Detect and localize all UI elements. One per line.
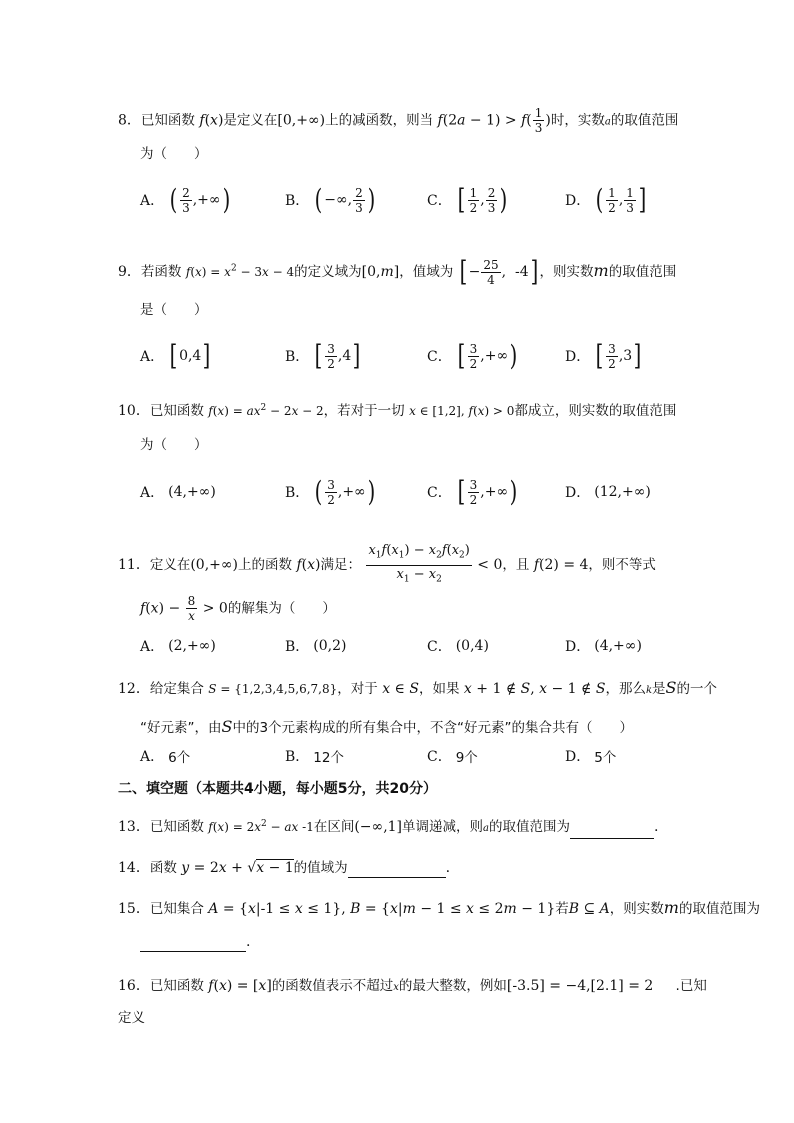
option-a[interactable] bbox=[140, 734, 190, 778]
question-10: 10．已知函数 $f(x) = ax^2 - 2x - 2$，若对于一切 x ∈ [1,2], f(x) > 0都成立，则实数的取值范围 bbox=[118, 403, 677, 419]
text: 已知函数 bbox=[149, 978, 204, 994]
text: 上的函数 bbox=[238, 557, 293, 574]
answer-blank[interactable] bbox=[348, 861, 446, 878]
option-b[interactable]: B． ( −∞, $\frac{2}{3}$ ) bbox=[285, 183, 376, 216]
question-number: 9． bbox=[118, 264, 141, 280]
question-16: 16．已知函数 f(x) = [x]的函数值表示不超过x的最大整数，例如[-3.5] = −4,[2.1] = 2 .已知 bbox=[118, 978, 707, 994]
option-label: D． bbox=[565, 639, 591, 655]
text: 若函数 bbox=[140, 264, 182, 280]
text: 若 bbox=[555, 901, 569, 917]
question-9-cont bbox=[140, 300, 724, 320]
question-11-options bbox=[140, 624, 740, 668]
option-a[interactable]: A． (2,+∞) bbox=[140, 638, 216, 655]
text: 的取值范围 bbox=[610, 112, 679, 129]
option-d[interactable]: D． ( $\frac{1}{2}$ , $\frac{1}{3}$ ] bbox=[565, 183, 647, 216]
option-label: B． bbox=[285, 639, 310, 655]
answer-blank[interactable] bbox=[140, 935, 246, 952]
text: 的定义域为 bbox=[294, 264, 362, 280]
option-d[interactable] bbox=[565, 734, 616, 778]
option-label: B． bbox=[285, 349, 310, 365]
text: 为（ ） bbox=[140, 146, 208, 162]
option-c[interactable]: C． (0,4) bbox=[427, 638, 489, 655]
option-label: C． bbox=[427, 485, 452, 501]
option-a[interactable]: A． ( $\frac{2}{3}$ ,+∞ ) bbox=[140, 183, 230, 216]
option-label: C． bbox=[427, 349, 452, 365]
question-8-options bbox=[140, 178, 740, 222]
answer-blank[interactable] bbox=[570, 822, 654, 839]
question-12: 12．给定集合 S = {1,2,3,4,5,6,7,8}，对于 x ∈ S，如果 x + 1 ∉ S, x − 1 ∉ S，那么k是S的一个 bbox=[118, 678, 717, 697]
text: .已知 bbox=[675, 978, 707, 994]
section-title: 二、填空题（本题共4小题，每小题5分，共20分） bbox=[118, 781, 437, 797]
question-12-options bbox=[140, 734, 740, 778]
option-b[interactable]: B． [ $\frac{3}{2}$ ,4 ] bbox=[285, 339, 361, 372]
question-9: 9．若函数 $f(x) = x^2 - 3x - 4$的定义域为[0,m]，值域为 [ − $\frac{25}{4}$ , -4] ，则实数m的取值范围 bbox=[118, 255, 677, 288]
question-11-cont: f(x) − $\frac{8}{x}$ > 0的解集为（ ） bbox=[140, 594, 336, 623]
text: 的取值范围 bbox=[608, 264, 677, 280]
fraction: $\frac{x_1f(x_1) - x_2f(x_2)}{x_1 - x_2}$ bbox=[368, 543, 470, 585]
question-11: 11．定义在(0,+∞)上的函数 f(x)满足： $\frac{x_1f(x_1) - x_2f(x_2)}{x_1 - x_2}$ < 0，且 f(2) = 4，则不等式 bbox=[118, 542, 724, 588]
text: ，那么 bbox=[605, 681, 646, 697]
question-number: 14． bbox=[118, 860, 150, 876]
option-a[interactable]: A． (4,+∞) bbox=[140, 484, 216, 501]
option-a[interactable]: A． [ 0,4 ] bbox=[140, 339, 211, 372]
question-8-cont bbox=[140, 144, 724, 164]
option-label: D． bbox=[565, 485, 591, 501]
option-label: C． bbox=[427, 749, 452, 765]
option-text: 12个 bbox=[313, 750, 344, 766]
text: ，若对于一切 bbox=[323, 403, 405, 419]
option-b[interactable] bbox=[285, 734, 344, 778]
text: 的值域为 bbox=[293, 860, 348, 876]
option-label: B． bbox=[285, 485, 310, 501]
text: 是（ ） bbox=[140, 302, 208, 318]
option-label: D． bbox=[565, 193, 591, 209]
text: 已知函数 bbox=[149, 403, 204, 419]
option-text: 6个 bbox=[168, 750, 191, 766]
text: ，且 bbox=[502, 557, 530, 574]
question-9-options bbox=[140, 334, 740, 378]
option-label: A． bbox=[140, 639, 165, 655]
option-text: 9个 bbox=[455, 750, 478, 766]
text: 定义 bbox=[118, 1010, 145, 1026]
option-label: C． bbox=[427, 193, 452, 209]
text: 为（ ） bbox=[140, 437, 208, 453]
text: 的解集为（ ） bbox=[227, 600, 336, 617]
question-number: 12． bbox=[118, 681, 150, 697]
question-10-options bbox=[140, 470, 740, 514]
option-label: D． bbox=[565, 349, 591, 365]
text: 在区间 bbox=[313, 819, 355, 835]
option-b[interactable]: B． (0,2) bbox=[285, 638, 347, 655]
question-12-cont: “好元素”，由S中的3个元素构成的所有集合中，不含“好元素”的集合共有（ ） bbox=[140, 717, 634, 736]
text: 给定集合 bbox=[149, 681, 204, 697]
option-c[interactable]: C． [ $\frac{1}{2}$ , $\frac{2}{3}$ ) bbox=[427, 183, 508, 216]
text: ，对于 bbox=[337, 681, 378, 697]
text: ，值域为 bbox=[399, 264, 454, 280]
text: “好元素”，由 bbox=[140, 720, 222, 736]
text: 的一个 bbox=[676, 681, 717, 697]
question-16-cont bbox=[118, 1008, 724, 1028]
text: 上的减函数，则当 bbox=[325, 112, 434, 129]
option-label: B． bbox=[285, 749, 310, 765]
text: 中的3个元素构成的所有集合中，不含“好元素”的集合共有（ ） bbox=[232, 720, 634, 736]
text: ，则实数 bbox=[609, 901, 664, 917]
text: 单调递减，则 bbox=[402, 819, 484, 835]
option-label: A． bbox=[140, 349, 165, 365]
question-number: 8． bbox=[118, 112, 141, 129]
option-text: 5个 bbox=[594, 750, 617, 766]
question-number: 15． bbox=[118, 901, 150, 917]
fraction: $\frac{1}{3}$ bbox=[534, 106, 543, 135]
text: ，如果 bbox=[418, 681, 460, 697]
text: 定义在 bbox=[149, 557, 191, 574]
text: 函数 bbox=[149, 860, 177, 876]
question-15-cont: . bbox=[140, 932, 724, 952]
option-label: B． bbox=[285, 193, 310, 209]
option-label: A． bbox=[140, 485, 165, 501]
option-label: D． bbox=[565, 749, 591, 765]
text: 已知集合 bbox=[149, 901, 204, 917]
option-label: A． bbox=[140, 749, 165, 765]
option-d[interactable]: D． (12,+∞) bbox=[565, 484, 651, 501]
question-number: 13． bbox=[118, 819, 150, 835]
question-13: 13．已知函数 $f(x) = 2x^2$ − ax -1在区间(−∞,1]单调递减，则a的取值范围为 . bbox=[118, 814, 724, 839]
option-c[interactable] bbox=[427, 734, 478, 778]
text: ，则实数 bbox=[539, 264, 594, 280]
text: 都成立，则实数的取值范围 bbox=[514, 403, 677, 419]
text: 是 bbox=[652, 681, 666, 697]
option-label: C． bbox=[427, 639, 452, 655]
text: 的取值范围为 bbox=[489, 819, 570, 835]
option-label: A． bbox=[140, 193, 165, 209]
option-b[interactable]: B． ( $\frac{3}{2}$ ,+∞ ) bbox=[285, 475, 376, 508]
question-8: 8．已知函数 f(x)是定义在[0,+∞)上的减函数，则当 f(2a − 1) > f( $\frac{1}{3}$ )时，实数a的取值范围 bbox=[118, 106, 679, 135]
text: ，则不等式 bbox=[588, 557, 656, 574]
text: 的取值范围为 bbox=[678, 901, 760, 917]
question-number: 16． bbox=[118, 978, 150, 994]
text: 满足： bbox=[320, 557, 361, 574]
option-d[interactable]: D． (4,+∞) bbox=[565, 638, 642, 655]
option-c[interactable]: C． [ $\frac{3}{2}$ ,+∞ ) bbox=[427, 475, 518, 508]
question-15: 15．已知集合 A = {x|-1 ≤ x ≤ 1}, B = {x|m − 1 ≤ x ≤ 2m − 1}若B ⊆ A，则实数m的取值范围为 bbox=[118, 898, 760, 917]
question-number: 11． bbox=[118, 557, 150, 574]
text: 时，实数 bbox=[550, 112, 605, 129]
text: 已知函数 bbox=[149, 819, 204, 835]
text: 是定义在 bbox=[223, 112, 278, 129]
text: 的最大整数，例如 bbox=[398, 978, 507, 994]
text: 已知函数 bbox=[140, 112, 195, 129]
text: 的函数值表示不超过 bbox=[271, 978, 394, 994]
question-14: 14．函数 y = 2x + √x − 1的值域为 . bbox=[118, 860, 451, 876]
option-d[interactable]: D． [ $\frac{3}{2}$ ,3 ] bbox=[565, 339, 642, 372]
question-number: 10． bbox=[118, 403, 150, 419]
option-c[interactable]: C． [ $\frac{3}{2}$ ,+∞ ) bbox=[427, 339, 518, 372]
math-fx: f bbox=[199, 112, 205, 129]
question-10-cont bbox=[140, 435, 724, 455]
